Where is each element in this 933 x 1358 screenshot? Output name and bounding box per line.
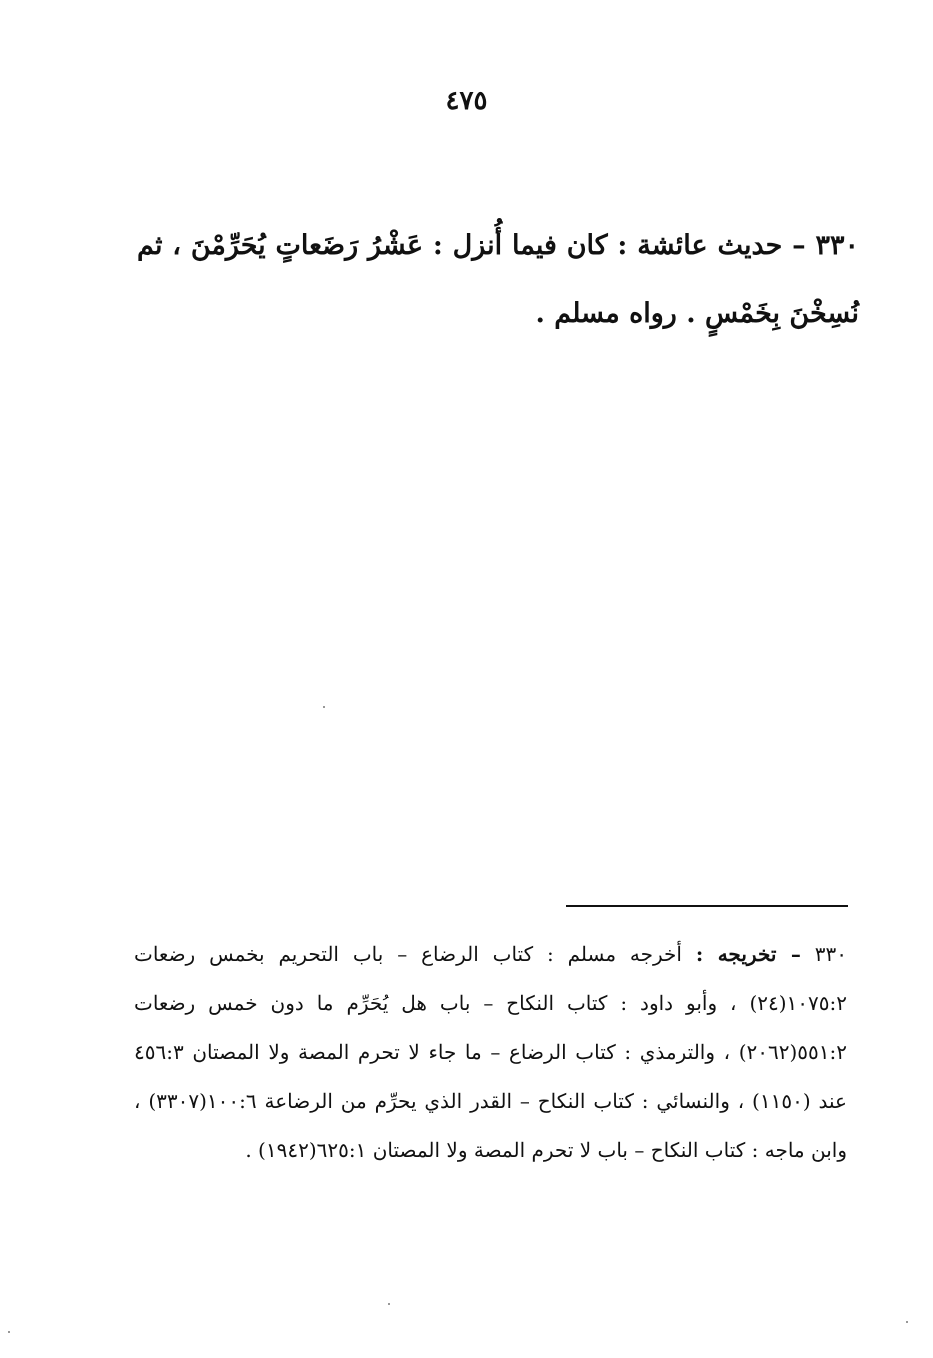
- scan-speck: [8, 1331, 10, 1333]
- footnote-label: – تخريجه :: [695, 942, 801, 966]
- footnote: [134, 930, 847, 1175]
- footnote-text: أخرجه مسلم : كتاب الرضاع – باب التحريم بخمس رضعات ١٠٧٥:٢(٢٤) ، وأبو داود : كتاب النكاح – باب هل يُحَرِّم ما دون خمس رضعات ٥٥١:٢(٢٠٦٢) ، والترمذي : كتاب الرضاع – ما جاء لا تحرم المصة ولا المصتان ٤٥٦:٣ عند (١١٥٠) ، والنسائي : كتاب النكاح – القدر الذي يحرِّم من الرضاعة ١٠٠:٦(٣٣٠٧) ، وابن ماجه : كتاب النكاح – باب لا تحرم المصة ولا المصتان ٦٢٥:١(١٩٤٢) .: [134, 942, 847, 1162]
- scan-speck: [388, 1303, 390, 1305]
- scan-speck: [906, 1321, 908, 1323]
- hadith-entry: [137, 212, 859, 348]
- hadith-text: – حديث عائشة : كان فيما أُنزل : عَشْرُ رَضَعاتٍ يُحَرِّمْنَ ، ثم نُسِخْنَ بِخَمْسٍ . رواه مسلم .: [137, 230, 859, 329]
- footnote-separator: [566, 905, 848, 907]
- footnote-paragraph: [134, 930, 847, 1175]
- scan-speck: [323, 706, 325, 708]
- hadith-number: ٣٣٠: [815, 230, 859, 261]
- hadith-paragraph: [137, 212, 859, 348]
- footnote-number: ٣٣٠: [814, 942, 848, 966]
- page-number: ٤٧٥: [445, 86, 488, 116]
